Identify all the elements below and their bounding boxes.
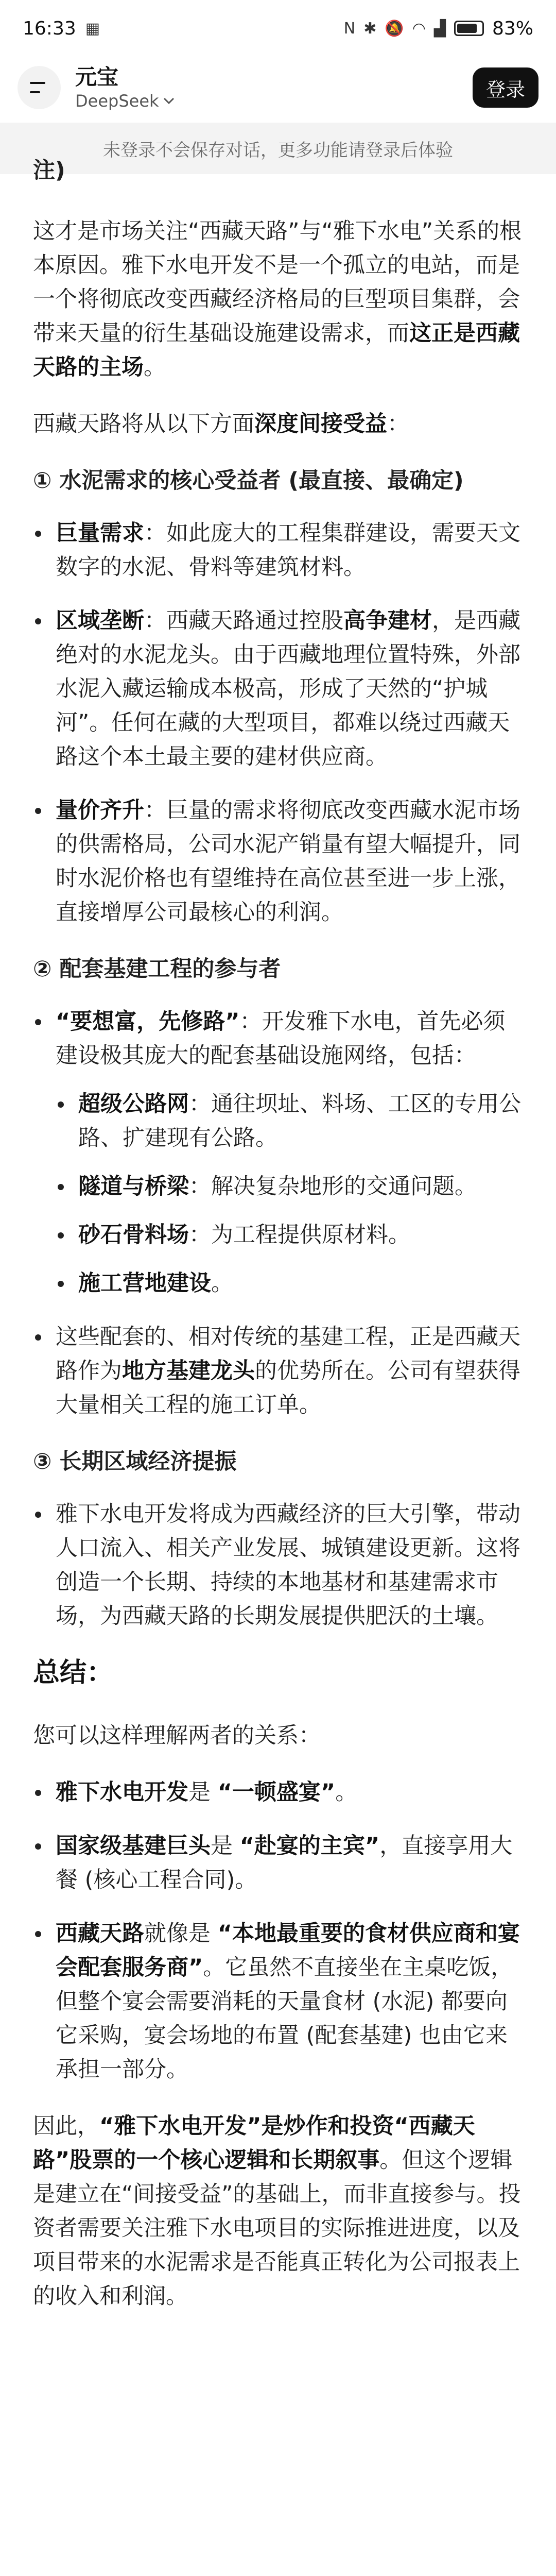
wifi-icon: ◠ <box>412 19 426 38</box>
paragraph: 西藏天路将从以下方面深度间接受益： <box>33 411 409 437</box>
list-item: 超级公路网：通往坝址、料场、工区的专用公路、扩建现有公路。 <box>56 1087 523 1155</box>
battery-percent: 83% <box>492 18 533 39</box>
paragraph: 因此，“雅下水电开发”是炒作和投资“西藏天路”股票的一个核心逻辑和长期叙事。但这个逻辑是建立在“间接受益”的基础上，而非直接参与。投资者需要关注雅下水电项目的实际推进进度，以及项目带来的水泥需求是否能真正转化为公司报表上的收入和利润。 <box>33 2113 521 2309</box>
list-item: 这些配套的、相对传统的基建工程，正是西藏天路作为地方基建龙头的优势所在。公司有望获得大量相关工程的施工订单。 <box>33 1320 523 1422</box>
section-heading: ③ 长期区域经济提振 <box>33 1449 237 1475</box>
list-item: 区域垄断：西藏天路通过控股高争建材，是西藏绝对的水泥龙头。由于西藏地理位置特殊，外部水泥入藏运输成本极高，形成了天然的“护城河”。任何在藏的大型项目，都难以绕过西藏天路这个本土最主要的建材供应商。 <box>33 604 523 774</box>
nfc-icon: N <box>343 19 356 38</box>
menu-icon <box>29 79 49 96</box>
list-item: 雅下水电开发将成为西藏经济的巨大引擎，带动人口流入、相关产业发展、城镇建设更新。这将创造一个长期、持续的本地基材和基建需求市场，为西藏天路的长期发展提供肥沃的土壤。 <box>33 1497 523 1633</box>
bluetooth-icon: ✱ <box>363 19 377 38</box>
list-item: “要想富，先修路”：开发雅下水电，首先必须建设极其庞大的配套基础设施网络，包括： 超级公路网：通往坝址、料场、工区的专用公路、扩建现有公路。 隧道与桥梁：解决复杂地形的交通问题。 砂石骨料场：为工程提供原材料。 施工营地建设。 <box>33 1005 523 1300</box>
bullet-list <box>33 516 523 929</box>
bullet-list <box>33 1005 523 1422</box>
cut-off-line: 注) <box>33 158 65 183</box>
list-item: 砂石骨料场：为工程提供原材料。 <box>56 1218 523 1252</box>
login-button[interactable]: 登录 <box>473 67 538 108</box>
model-selector[interactable] <box>75 91 473 111</box>
list-item: 西藏天路就像是 “本地最重要的食材供应商和宴会配套服务商”。它虽然不直接坐在主桌吃饭，但整个宴会需要消耗的天量食材 (水泥) 都要向它采购，宴会场地的布置 (配套基建) 也由它来承担一部分。 <box>33 1917 523 2087</box>
status-time: 16:33 <box>23 18 76 39</box>
assistant-message <box>33 158 523 2336</box>
list-item: 巨量需求：如此庞大的工程集群建设，需要天文数字的水泥、骨料等建筑材料。 <box>33 516 523 584</box>
nested-list <box>56 1087 523 1300</box>
section-heading: ② 配套基建工程的参与者 <box>33 956 281 982</box>
title-block <box>75 64 473 111</box>
status-bar <box>0 0 556 57</box>
list-item: 雅下水电开发是 “一顿盛宴”。 <box>33 1775 523 1809</box>
list-item: 量价齐升：巨量的需求将彻底改变西藏水泥市场的供需格局，公司水泥产销量有望大幅提升，同时水泥价格也有望维持在高位甚至进一步上涨，直接增厚公司最核心的利润。 <box>33 793 523 929</box>
login-notice: 未登录不会保存对话，更多功能请登录后体验 <box>0 123 556 174</box>
bullet-list <box>33 1775 523 2087</box>
section-heading: ① 水泥需求的核心受益者 (最直接、最确定) <box>33 468 464 494</box>
paragraph: 您可以这样理解两者的关系： <box>33 1723 321 1749</box>
chevron-down-icon <box>163 97 175 105</box>
app-header <box>0 57 556 118</box>
paragraph: 这才是市场关注“西藏天路”与“雅下水电”关系的根本原因。雅下水电开发不是一个孤立的电站，而是一个将彻底改变西藏经济格局的巨型项目集群，会带来天量的衍生基础设施建设需求，而这正是西藏天路的主场。 <box>33 218 522 380</box>
list-item: 施工营地建设。 <box>56 1266 523 1300</box>
summary-heading: 总结： <box>33 1657 114 1688</box>
app-title: 元宝 <box>75 64 119 90</box>
notification-icon: ▦ <box>85 19 100 38</box>
bullet-list <box>33 1497 523 1633</box>
list-item: 隧道与桥梁：解决复杂地形的交通问题。 <box>56 1170 523 1204</box>
list-item: 国家级基建巨头是 “赴宴的主宾”，直接享用大餐 (核心工程合同)。 <box>33 1829 523 1897</box>
battery-icon <box>454 21 484 36</box>
menu-button[interactable] <box>18 66 61 109</box>
model-name: DeepSeek <box>75 91 159 111</box>
signal-icon: ▟ <box>433 19 446 38</box>
mute-icon: 🔕 <box>385 19 404 38</box>
